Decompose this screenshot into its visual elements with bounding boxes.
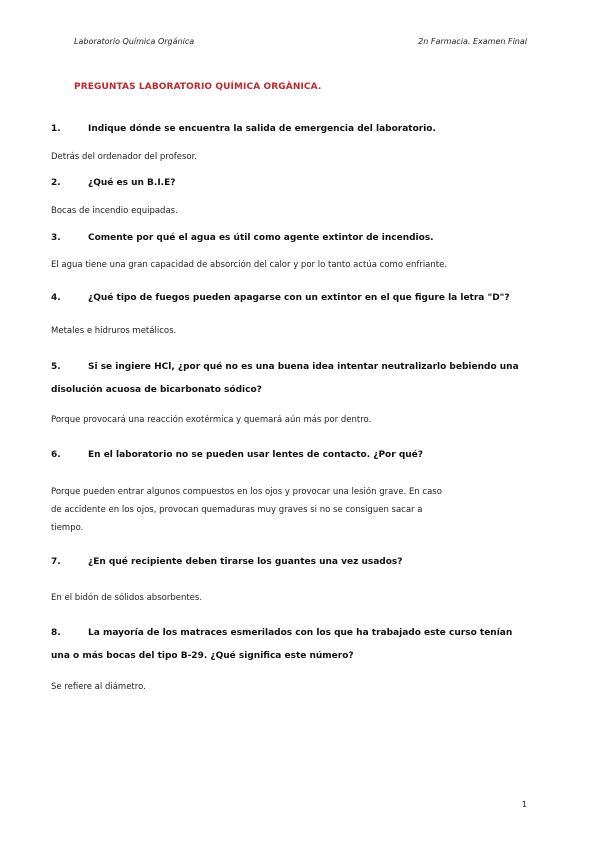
question bbox=[51, 118, 521, 141]
question-text: Indique dónde se encuentra la salida de emergencia del laboratorio. bbox=[88, 124, 436, 134]
header-course: Laboratorio Química Orgánica bbox=[74, 37, 195, 46]
answer: Bocas de incendio equipadas. bbox=[51, 206, 178, 216]
question-text: Si se ingiere HCl, ¿por qué no es una buena idea intentar neutralizarlo bebiendo una disolución acuosa de bicarbonato sódico? bbox=[51, 362, 519, 395]
answer: En el bidón de sólidos absorbentes. bbox=[51, 593, 203, 603]
question-number: 6. bbox=[51, 450, 61, 460]
answer: Porque provocará una reacción exotérmica y quemará aún más por dentro. bbox=[51, 415, 372, 425]
question-number: 3. bbox=[51, 233, 61, 243]
answer: El agua tiene una gran capacidad de absorción del calor y por lo tanto actúa como enfriante. bbox=[51, 260, 448, 270]
question bbox=[51, 227, 521, 250]
question bbox=[51, 356, 521, 402]
question bbox=[51, 551, 521, 574]
question-number: 5. bbox=[51, 362, 61, 372]
question-number: 2. bbox=[51, 178, 61, 188]
question-number: 1. bbox=[51, 124, 61, 134]
question-text: ¿Qué tipo de fuegos pueden apagarse con un extintor en el que figure la letra "D"? bbox=[88, 293, 510, 303]
answer: Metales e hidruros metálicos. bbox=[51, 326, 177, 336]
answer: Detrás del ordenador del profesor. bbox=[51, 152, 198, 162]
question-text: ¿En qué recipiente deben tirarse los guantes una vez usados? bbox=[88, 557, 403, 567]
document-title: PREGUNTAS LABORATORIO QUÍMICA ORGÀNICA. bbox=[74, 82, 322, 92]
page-header bbox=[74, 37, 527, 46]
question-text: En el laboratorio no se pueden usar lentes de contacto. ¿Por qué? bbox=[88, 450, 423, 460]
header-exam: 2n Farmacia. Examen Final bbox=[418, 37, 527, 46]
question-number: 4. bbox=[51, 293, 61, 303]
question bbox=[51, 622, 521, 668]
question bbox=[51, 444, 521, 467]
question-text: ¿Qué es un B.I.E? bbox=[88, 178, 176, 188]
question-number: 8. bbox=[51, 628, 61, 638]
question bbox=[51, 287, 521, 310]
answer: Se refiere al diámetro. bbox=[51, 682, 146, 692]
question bbox=[51, 172, 521, 195]
question-number: 7. bbox=[51, 557, 61, 567]
question-text: La mayoría de los matraces esmerilados con los que ha trabajado este curso tenían una o más bocas del tipo B-29. ¿Qué significa este número? bbox=[51, 628, 513, 661]
page-number: 1 bbox=[521, 800, 527, 809]
answer: Porque pueden entrar algunos compuestos en los ojos y provocar una lesión grave. En caso de accidente en los ojos, provocan quemaduras muy graves si no se consiguen sacar a tiempo. bbox=[51, 487, 442, 533]
question-text: Comente por qué el agua es útil como agente extintor de incendios. bbox=[88, 233, 434, 243]
